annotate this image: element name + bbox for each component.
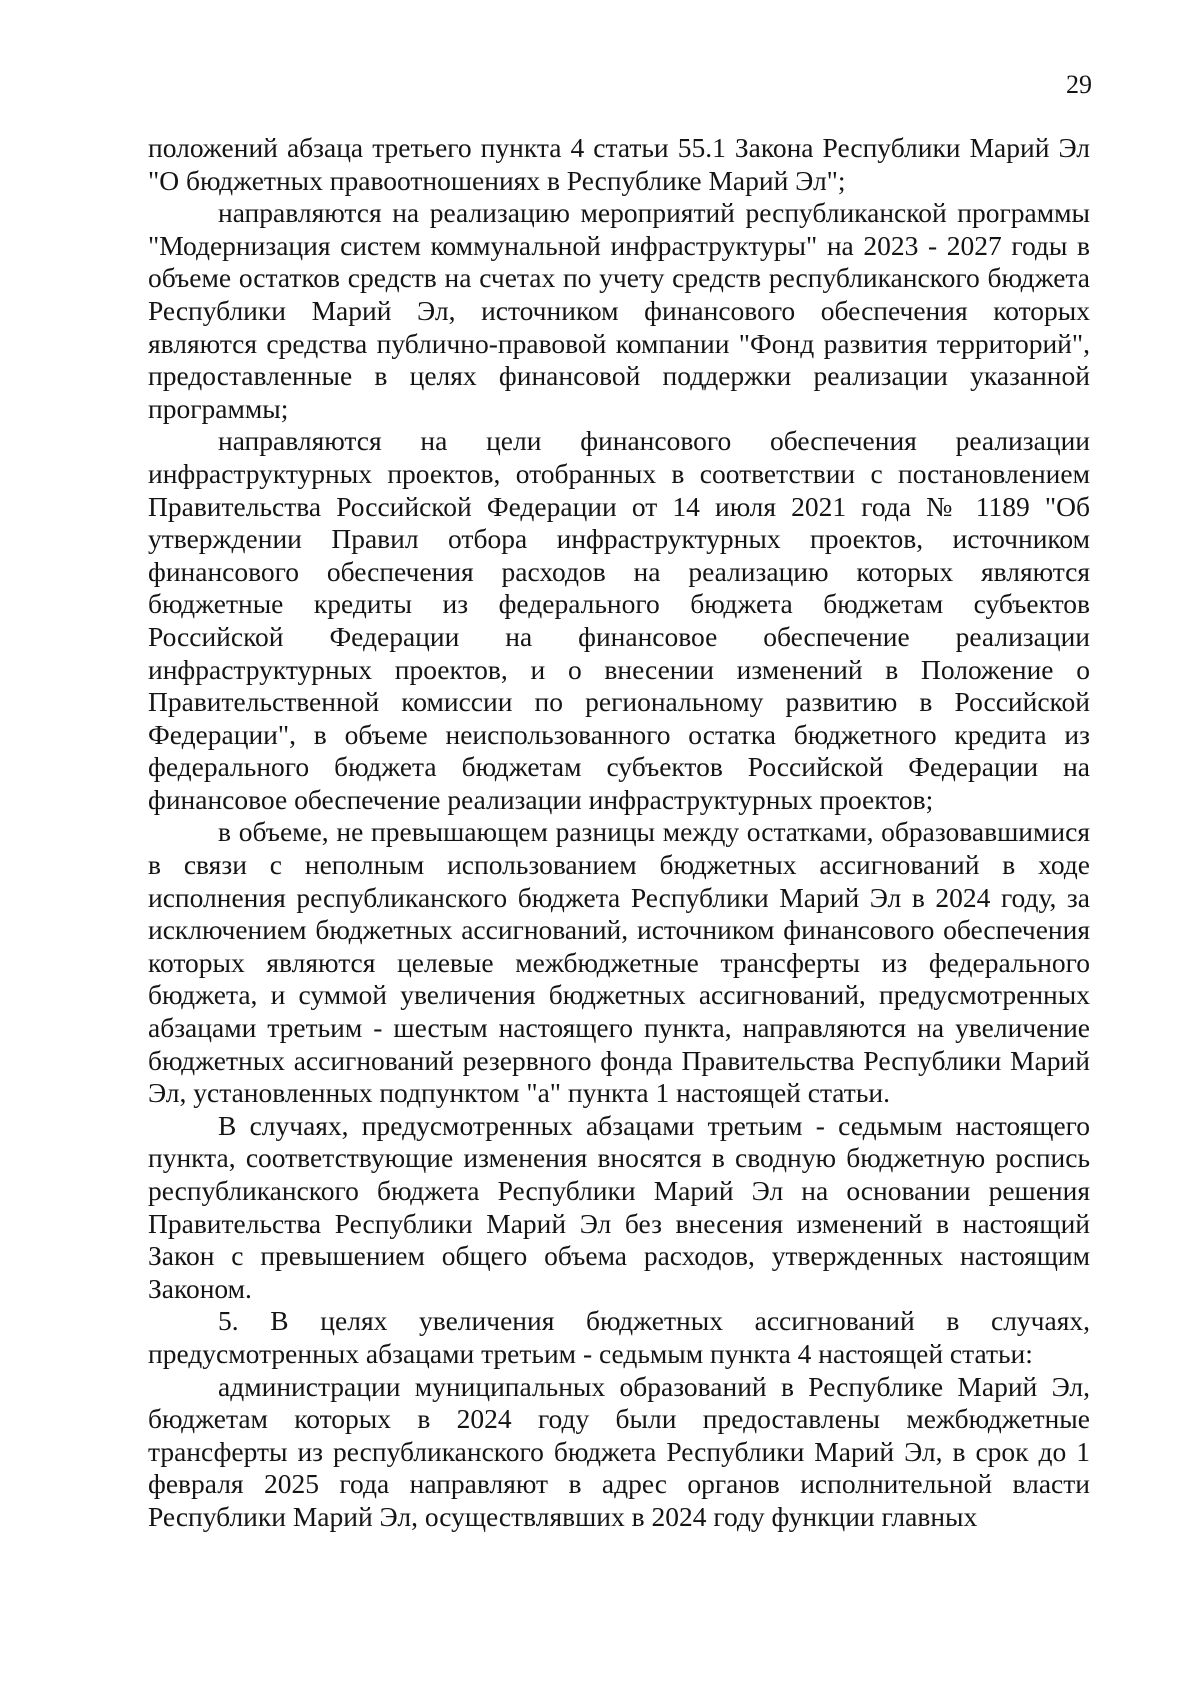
paragraph-continuation: положений абзаца третьего пункта 4 статьи 55.1 Закона Республики Марий Эл "О бюджетных правоотношениях в Республике Марий Эл"; <box>148 132 1090 196</box>
paragraph: направляются на реализацию мероприятий республиканской программы "Модернизация систем коммунальной инфраструктуры" на 2023 - 2027 годы в объеме остатков средств на счетах по учету средств республиканского бюджета Республики Марий Эл, источником финансового обеспечения которых являются средства публично-правовой компании "Фонд развития территорий", предоставленные в целях финансовой поддержки реализации указанной программы; <box>148 197 1090 424</box>
paragraph: администрации муниципальных образований в Республике Марий Эл, бюджетам которых в 2024 году были предоставлены межбюджетные трансферты из республиканского бюджета Республики Марий Эл, в срок до 1 февраля 2025 года направляют в адрес органов исполнительной власти Республики Марий Эл, осуществлявших в 2024 году функции главных <box>148 1370 1090 1532</box>
paragraph: В случаях, предусмотренных абзацами третьим - седьмым настоящего пункта, соответствующие изменения вносятся в сводную бюджетную роспись республиканского бюджета Республики Марий Эл на основании решения Правительства Республики Марий Эл без внесения изменений в настоящий Закон с превышением общего объема расходов, утвержденных настоящим Законом. <box>148 1109 1090 1304</box>
page-number: 29 <box>1066 70 1092 99</box>
paragraph: в объеме, не превышающем разницы между остатками, образовавшимися в связи с неполным использованием бюджетных ассигнований в ходе исполнения республиканского бюджета Республики Марий Эл в 2024 году, за исключением бюджетных ассигнований, источником финансового обеспечения которых являются целевые межбюджетные трансферты из федерального бюджета, и суммой увеличения бюджетных ассигнований, предусмотренных абзацами третьим - шестым настоящего пункта, направляются на увеличение бюджетных ассигнований резервного фонда Правительства Республики Марий Эл, установленных подпунктом "а" пункта 1 настоящей статьи. <box>148 816 1090 1109</box>
paragraph-item-5: 5. В целях увеличения бюджетных ассигнований в случаях, предусмотренных абзацами третьим - седьмым пункта 4 настоящей статьи: <box>148 1305 1090 1369</box>
paragraph: направляются на цели финансового обеспечения реализации инфраструктурных проектов, отобранных в соответствии с постановлением Правительства Российской Федерации от 14 июля 2021 года № 1189 "Об утверждении Правил отбора инфраструктурных проектов, источником финансового обеспечения расходов на реализацию которых являются бюджетные кредиты из федерального бюджета бюджетам субъектов Российской Федерации на финансовое обеспечение реализации инфраструктурных проектов, и о внесении изменений в Положение о Правительственной комиссии по региональному развитию в Российской Федерации", в объеме неиспользованного остатка бюджетного кредита из федерального бюджета бюджетам субъектов Российской Федерации на финансовое обеспечение реализации инфраструктурных проектов; <box>148 425 1090 815</box>
body-text <box>148 132 1090 1534</box>
